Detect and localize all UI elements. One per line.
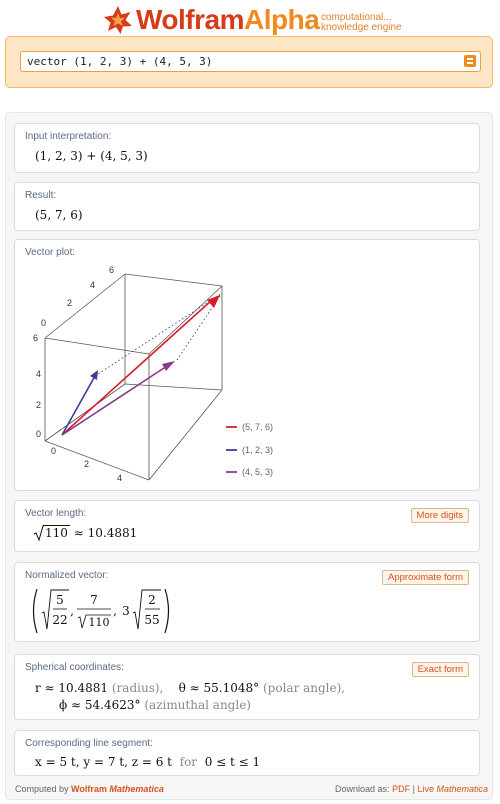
tick-label: 4 [90, 280, 96, 290]
pod-title: Vector plot: [25, 247, 76, 258]
tick-label: 6 [33, 333, 39, 343]
download-pdf-link[interactable]: PDF [392, 784, 411, 794]
wolfram-alpha-logo[interactable] [103, 3, 403, 39]
approximate-form-button[interactable]: Approximate form [382, 570, 469, 585]
pod-vector-length [14, 500, 480, 552]
fraction-denominator: 55 [144, 613, 160, 627]
search-bar-container [5, 36, 493, 88]
pod-title: Input interpretation: [25, 131, 112, 142]
tick-label: 2 [67, 298, 73, 308]
result-value: (5, 7, 6) [35, 208, 83, 222]
pod-title: Corresponding line segment: [25, 738, 153, 749]
exact-form-button[interactable]: Exact form [412, 662, 469, 677]
logo-tagline: computational... knowledge engine [321, 12, 402, 33]
vector-5-7-6 [62, 300, 212, 435]
footer-download: Download as: PDF | Live Mathematica [335, 784, 488, 794]
legend-label: (1, 2, 3) [242, 445, 274, 455]
legend-label: (5, 7, 6) [242, 422, 274, 432]
tick-label: 0 [41, 318, 47, 328]
pod-title: Normalized vector: [25, 570, 109, 581]
pod-spherical-coordinates [14, 654, 480, 720]
more-digits-button[interactable]: More digits [411, 508, 469, 523]
tick-label: 4 [36, 369, 42, 379]
pod-title: Result: [25, 190, 57, 201]
arrowhead-5-7-6 [207, 295, 220, 308]
tick-label: 2 [84, 459, 90, 469]
plot-legend [226, 422, 273, 477]
pod-title: Vector length: [25, 508, 87, 519]
fraction-denominator: 110 [88, 616, 110, 629]
fraction-numerator: 7 [90, 593, 98, 607]
svg-text:,: , [113, 604, 117, 618]
pod-vector-plot [14, 239, 480, 491]
tick-label: 2 [36, 400, 42, 410]
logo-wordmark: WolframAlpha [136, 4, 320, 35]
spherical-line-1: r ≈ 10.4881 (radius), θ ≈ 55.1048° (polar angle), [35, 681, 346, 695]
footer-mathematica-link[interactable]: Mathematica [109, 784, 164, 794]
legend-label: (4, 5, 3) [242, 467, 274, 477]
input-interpretation-value: (1, 2, 3) + (4, 5, 3) [35, 149, 148, 163]
coefficient: 3 [122, 604, 130, 618]
svg-text:,: , [70, 604, 74, 618]
spherical-line-2: ϕ ≈ 54.4623° (azimuthal angle) [59, 698, 251, 712]
vector-plot[interactable] [15, 240, 481, 492]
tick-label: 0 [51, 446, 57, 456]
equals-icon[interactable] [464, 55, 476, 67]
line-segment-value: x = 5 t, y = 7 t, z = 6 t for 0 ≤ t ≤ 1 [35, 755, 261, 769]
search-box[interactable] [20, 51, 481, 72]
fraction-numerator: 2 [148, 593, 156, 607]
pod-input-interpretation [14, 123, 480, 173]
vector-1-2-3 [62, 376, 95, 435]
wolfram-star-icon [103, 5, 133, 35]
pod-title: Spherical coordinates: [25, 662, 124, 673]
tick-label: 4 [117, 473, 123, 483]
pod-normalized-vector [14, 562, 480, 642]
fraction-denominator: 22 [52, 613, 68, 627]
pod-line-segment [14, 730, 480, 776]
vector-length-value: 110 ≈ 10.4881 [33, 526, 137, 540]
fraction-numerator: 5 [56, 593, 64, 607]
pod-result [14, 182, 480, 231]
search-input[interactable] [27, 54, 447, 69]
vector-4-5-3 [62, 366, 167, 435]
footer-wolfram-link[interactable]: Wolfram [71, 784, 107, 794]
footer-computed-by: Computed by Wolfram Mathematica [15, 784, 164, 794]
arrowhead-4-5-3 [162, 361, 175, 371]
live-mathematica-link[interactable]: Live Mathematica [417, 784, 488, 794]
tick-label: 0 [36, 429, 42, 439]
normalized-vector-value [29, 585, 229, 637]
tick-label: 6 [109, 265, 115, 275]
sqrt-symbol [33, 525, 44, 542]
